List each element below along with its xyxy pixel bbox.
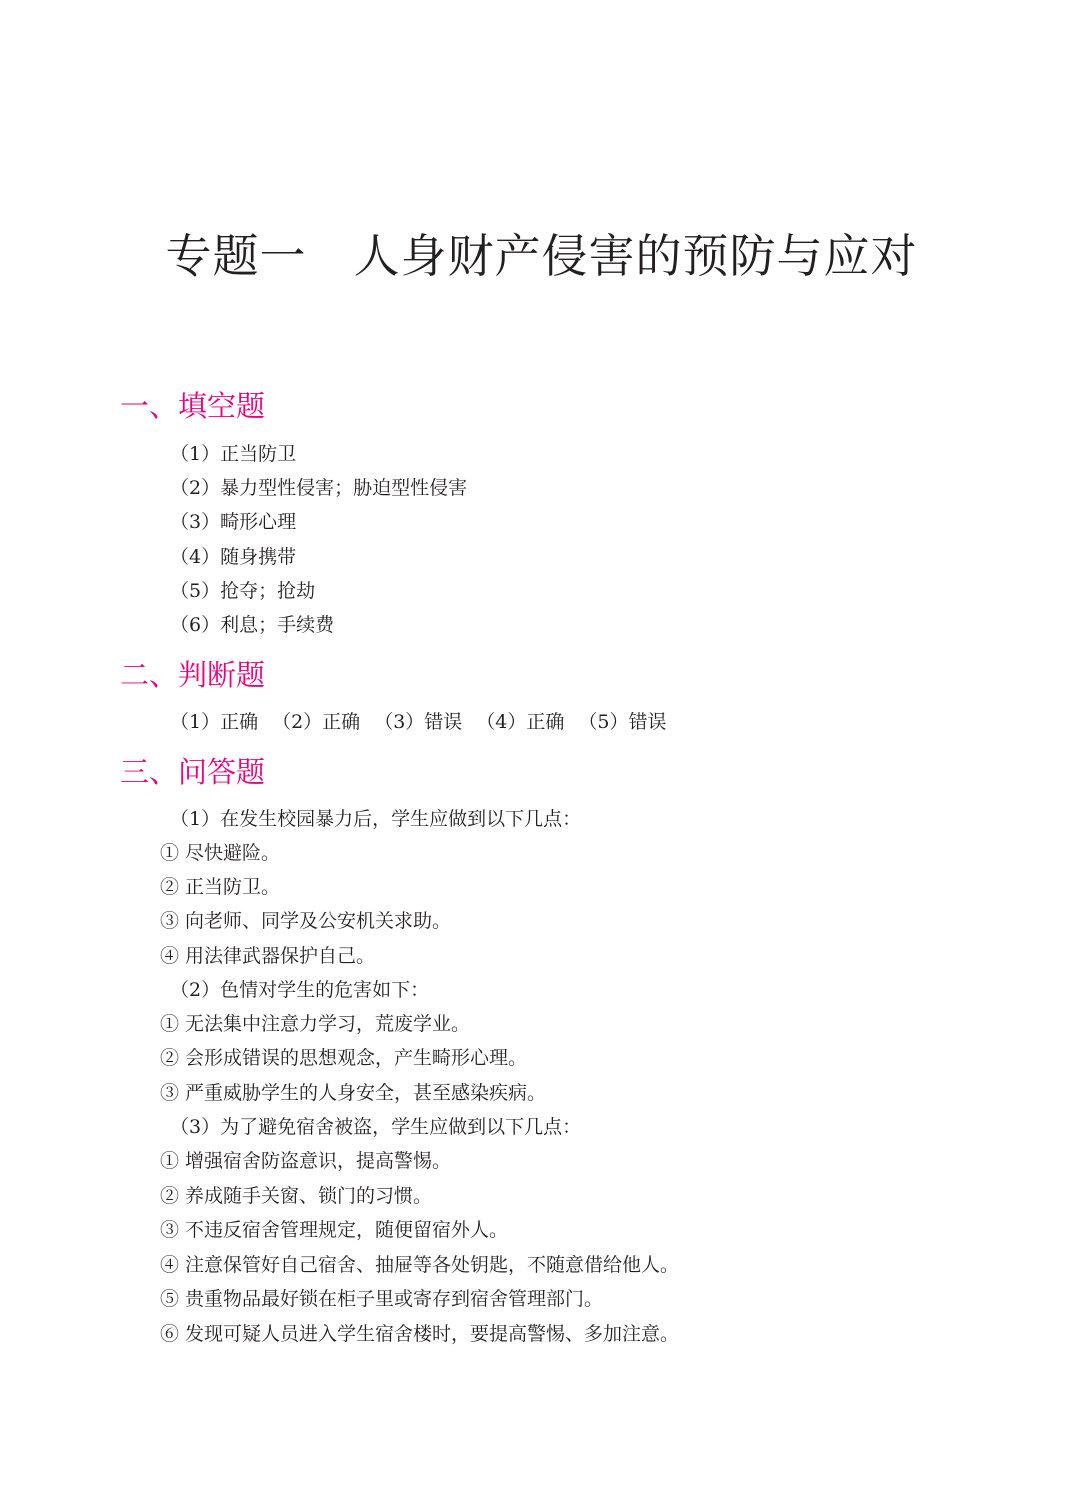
- qa-point: ② 养成随手关窗、锁门的习惯。: [160, 1185, 433, 1207]
- fill-item: （1）正当防卫: [170, 443, 297, 465]
- judge-answer-row: [170, 708, 680, 736]
- fill-item: （6）利息；手续费: [170, 614, 335, 636]
- qa-point: ① 尽快避险。: [160, 842, 281, 864]
- fill-item: （3）畸形心理: [170, 511, 297, 533]
- qa-point: ② 会形成错误的思想观念，产生畸形心理。: [160, 1047, 528, 1069]
- qa-point: ③ 不违反宿舍管理规定，随便留宿外人。: [160, 1219, 509, 1241]
- qa-question: （2）色情对学生的危害如下：: [170, 979, 430, 1001]
- qa-point: ① 无法集中注意力学习，荒废学业。: [160, 1013, 471, 1035]
- section-heading-fill: 一、填空题: [120, 389, 266, 423]
- section-heading-qa: 三、问答题: [120, 755, 266, 789]
- qa-question: （1）在发生校园暴力后，学生应做到以下几点：: [170, 808, 582, 830]
- fill-item: （5）抢夺；抢劫: [170, 580, 316, 602]
- qa-point: ③ 严重威胁学生的人身安全，甚至感染疾病。: [160, 1082, 547, 1104]
- judge-item: （5）错误: [578, 711, 667, 733]
- judge-item: （2）正确: [272, 711, 361, 733]
- qa-point: ④ 用法律武器保护自己。: [160, 945, 376, 967]
- judge-item: （3）错误: [374, 711, 463, 733]
- qa-point: ⑤ 贵重物品最好锁在柜子里或寄存到宿舍管理部门。: [160, 1288, 604, 1310]
- page-title: 专题一 人身财产侵害的预防与应对: [165, 229, 918, 283]
- section-heading-judge: 二、判断题: [120, 658, 266, 692]
- fill-item: （4）随身携带: [170, 546, 297, 568]
- qa-point: ④ 注意保管好自己宿舍、抽屉等各处钥匙，不随意借给他人。: [160, 1254, 680, 1276]
- fill-item: （2）暴力型性侵害；胁迫型性侵害: [170, 477, 468, 499]
- qa-point: ② 正当防卫。: [160, 876, 281, 898]
- qa-point: ③ 向老师、同学及公安机关求助。: [160, 910, 452, 932]
- qa-question: （3）为了避免宿舍被盗，学生应做到以下几点：: [170, 1116, 582, 1138]
- qa-point: ① 增强宿舍防盗意识，提高警惕。: [160, 1150, 452, 1172]
- qa-point: ⑥ 发现可疑人员进入学生宿舍楼时，要提高警惕、多加注意。: [160, 1323, 680, 1345]
- judge-item: （4）正确: [476, 711, 565, 733]
- judge-item: （1）正确: [170, 711, 259, 733]
